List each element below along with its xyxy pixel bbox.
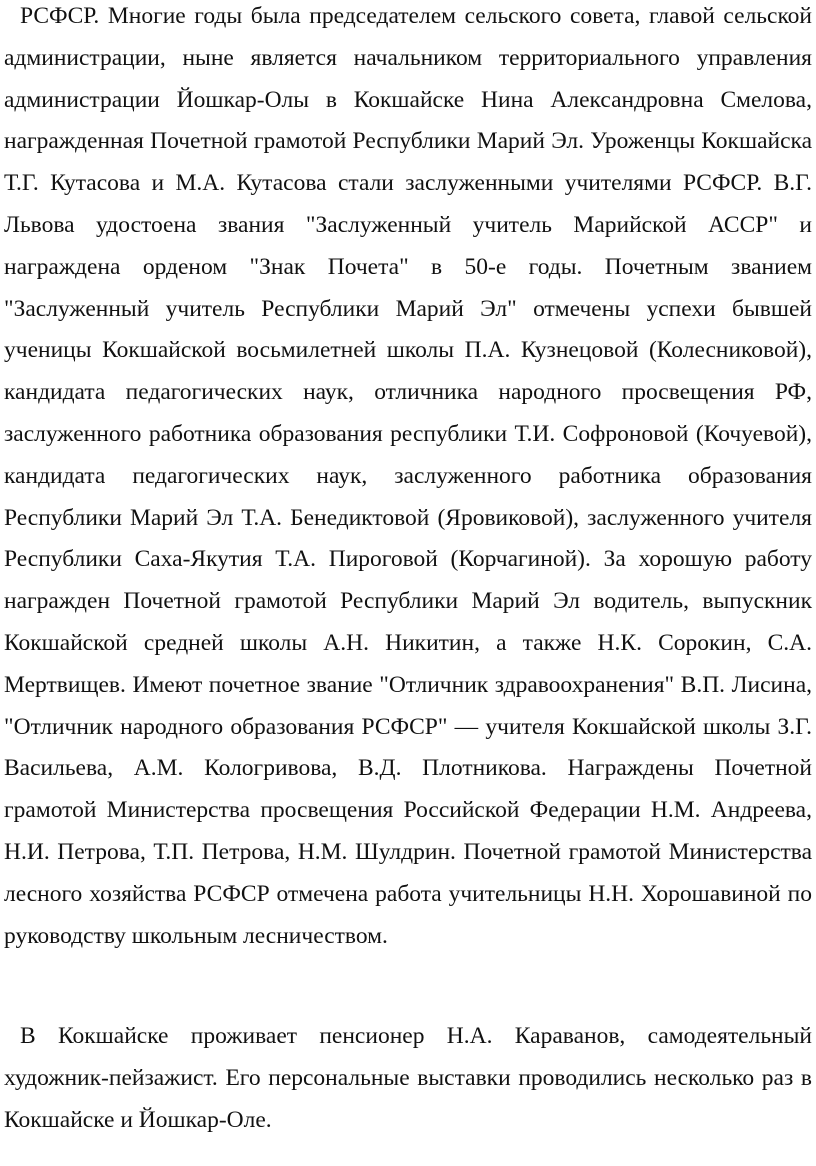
- paragraph-artist: В Кокшайске проживает пенсионер Н.А. Караванов, самодеятельный художник-пейзажист. Его персональные выставки проводились несколько раз в Кокшайске и Йошкар-Оле.: [4, 1023, 812, 1133]
- paragraph-honors: РСФСР. Многие годы была председателем сельского совета, главой сельской администрации, ныне является начальником территориального управления администрации Йошкар-Олы в Кокшайске Нина Александровна Смелова, награжденная Почетной грамотой Республики Марий Эл. Уроженцы Кокшайска Т.Г. Кутасова и М.А. Кутасова стали заслуженными учителями РСФСР. В.Г. Львова удостоена звания "Заслуженный учитель Марийской АССР" и награждена орденом "Знак Почета" в 50-е годы. Почетным званием "Заслуженный учитель Республики Марий Эл" отмечены успехи бывшей ученицы Кокшайской восьмилетней школы П.А. Кузнецовой (Колесниковой), кандидата педагогических наук, отличника народного просвещения РФ, заслуженного работника образования республики Т.И. Софроновой (Кочуевой), кандидата педагогических наук, заслуженного работника образования Республики Марий Эл Т.А. Бенедиктовой (Яровиковой), заслуженного учителя Республики Саха-Якутия Т.А. Пироговой (Корчагиной). За хорошую работу награжден Почетной грамотой Республики Марий Эл водитель, выпускник Кокшайской средней школы А.Н. Никитин, а также Н.К. Сорокин, С.А. Мертвищев. Имеют почетное звание "Отличник здравоохранения" В.П. Лисина, "Отличник народного образования РСФСР" — учителя Кокшайской школы З.Г. Васильева, А.М. Кологривова, В.Д. Плотникова. Награждены Почетной грамотой Министерства просвещения Российской Федерации Н.М. Андреева, Н.И. Петрова, Т.П. Петрова, Н.М. Шулдрин. Почетной грамотой Министерства лесного хозяйства РСФСР отмечена работа учительницы Н.Н. Хорошавиной по руководству школьным лесничеством.: [4, 3, 812, 949]
